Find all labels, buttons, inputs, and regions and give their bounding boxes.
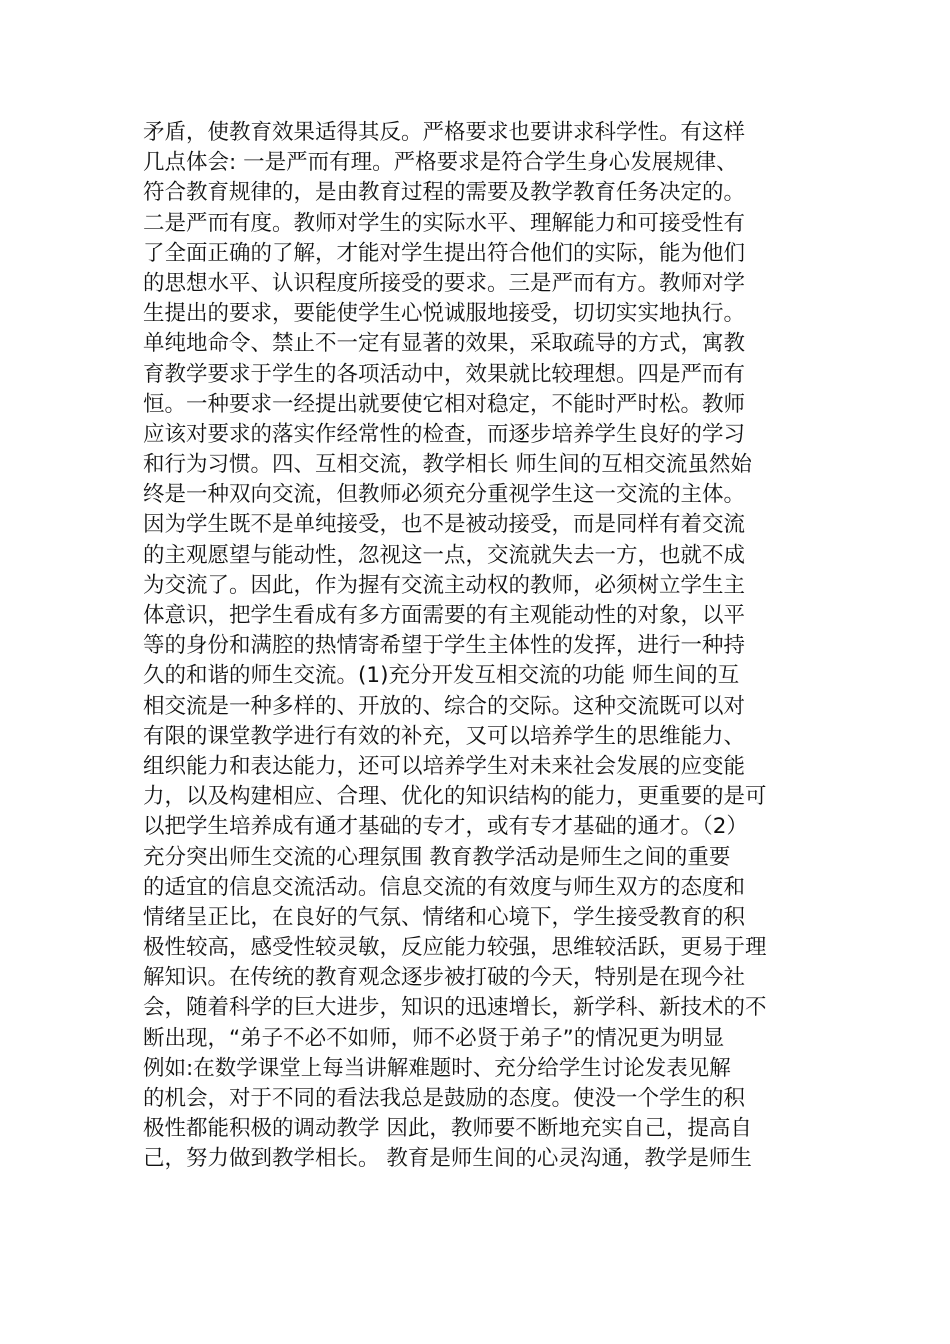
text-line: 和行为习惯。四、互相交流，教学相长 师生间的互相交流虽然始	[143, 452, 752, 478]
text-line: 恒。一种要求一经提出就要使它相对稳定，不能时严时松。教师	[143, 391, 746, 417]
text-line: 几点体会: 一是严而有理。严格要求是符合学生身心发展规律、	[143, 150, 738, 176]
text-line: 相交流是一种多样的、开放的、综合的交际。这种交流既可以对	[143, 693, 746, 719]
text-line: 例如:在数学课堂上每当讲解难题时、充分给学生讨论发表见解	[143, 1055, 731, 1081]
text-line: 会，随着科学的巨大进步，知识的迅速增长，新学科、新技术的不	[143, 995, 767, 1021]
text-line: 极性都能积极的调动教学 因此，教师要不断地充实自己，提高自	[143, 1116, 752, 1142]
text-line: 解知识。在传统的教育观念逐步被打破的今天，特别是在现今社	[143, 965, 746, 991]
text-line: 因为学生既不是单纯接受，也不是被动接受，而是同样有着交流	[143, 512, 746, 538]
text-line: 为交流了。因此，作为握有交流主动权的教师，必须树立学生主	[143, 572, 746, 598]
body-text	[143, 118, 823, 1175]
text-line: 有限的课堂教学进行有效的补充，又可以培养学生的思维能力、	[143, 723, 746, 749]
text-line: 体意识，把学生看成有多方面需要的有主观能动性的对象，以平	[143, 603, 746, 628]
text-line: 生提出的要求，要能使学生心悦诚服地接受，切切实实地执行。	[143, 301, 746, 327]
text-line: 矛盾，使教育效果适得其反。严格要求也要讲求科学性。有这样	[143, 120, 746, 145]
text-line: 以把学生培养成有通才基础的专才，或有专才基础的通才。（2）	[143, 814, 748, 840]
text-line: 充分突出师生交流的心理氛围 教育教学活动是师生之间的重要	[143, 844, 731, 870]
text-line: 终是一种双向交流，但教师必须充分重视学生这一交流的主体。	[143, 482, 746, 508]
text-line: 应该对要求的落实作经常性的检查，而逐步培养学生良好的学习	[143, 421, 746, 447]
text-line: 育教学要求于学生的各项活动中，效果就比较理想。四是严而有	[143, 361, 746, 387]
text-line: 的思想水平、认识程度所接受的要求。三是严而有方。教师对学	[143, 270, 746, 296]
text-line: 的机会，对于不同的看法我总是鼓励的态度。使没一个学生的积	[143, 1086, 746, 1111]
text-line: 二是严而有度。教师对学生的实际水平、理解能力和可接受性有	[143, 210, 746, 236]
text-line: 组织能力和表达能力，还可以培养学生对未来社会发展的应变能	[143, 753, 746, 779]
text-line: 力，以及构建相应、合理、优化的知识结构的能力，更重要的是可	[143, 784, 767, 810]
text-line: 了全面正确的了解，才能对学生提出符合他们的实际，能为他们	[143, 240, 746, 266]
text-line: 己，努力做到教学相长。 教育是师生间的心灵沟通，教学是师生	[143, 1146, 752, 1172]
text-line: 等的身份和满腔的热情寄希望于学生主体性的发挥，进行一种持	[143, 633, 746, 659]
text-line: 情绪呈正比，在良好的气氛、情绪和心境下，学生接受教育的积	[143, 904, 746, 930]
text-line: 断出现，“弟子不必不如师，师不必贤于弟子”的情况更为明显	[143, 1025, 725, 1051]
text-line: 久的和谐的师生交流。(1)充分开发互相交流的功能 师生间的互	[143, 663, 740, 689]
text-line: 单纯地命令、禁止不一定有显著的效果，采取疏导的方式，寓教	[143, 331, 746, 357]
text-line: 极性较高，感受性较灵敏，反应能力较强，思维较活跃，更易于理	[143, 935, 767, 961]
text-line: 的主观愿望与能动性，忽视这一点，交流就失去一方，也就不成	[143, 542, 746, 568]
text-line: 符合教育规律的，是由教育过程的需要及教学教育任务决定的。	[143, 180, 746, 206]
text-line: 的适宜的信息交流活动。信息交流的有效度与师生双方的态度和	[143, 874, 746, 900]
